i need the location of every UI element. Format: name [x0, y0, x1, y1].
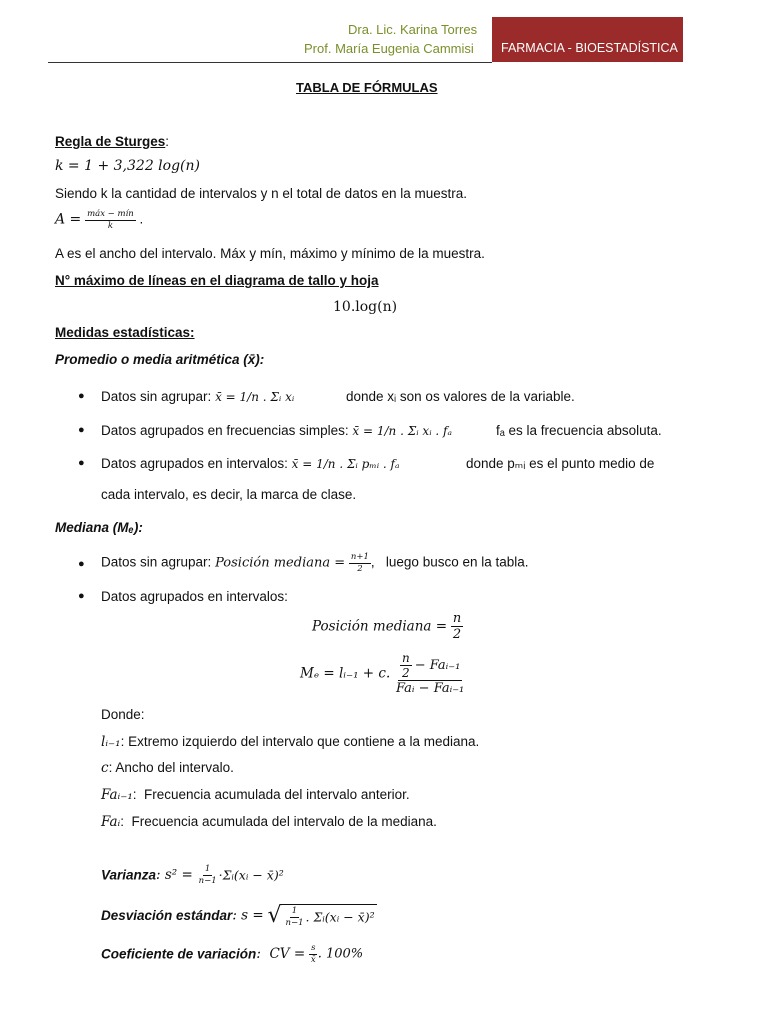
coeficiente-formula [101, 944, 363, 964]
sturges-formula: k = 1 + 3,322 log(n) [55, 158, 200, 174]
mediana-item-1-note: , luego busco en la tabla. [370, 554, 529, 570]
bullet-icon: ● [78, 390, 85, 402]
mediana-item-1-num: n+1 [350, 552, 369, 562]
width-dot: . [139, 211, 144, 227]
posicion-mediana-den: 2 [452, 627, 462, 642]
width-description: A es el ancho del intervalo. Máx y mín, máximo y mínimo de la muestra. [55, 246, 485, 261]
bullet-icon: ● [78, 457, 85, 469]
coeficiente-den: x̄ [310, 954, 316, 965]
mediana-formula-inner-num: n [401, 651, 410, 665]
coeficiente-lhs: : CV = [256, 946, 306, 962]
def-item-4-symbol: Faᵢ [101, 814, 121, 830]
sturges-heading-colon: : [165, 134, 170, 149]
mediana-item-1-fraction [349, 553, 371, 573]
sqrt-icon: √ [267, 903, 282, 928]
width-formula [55, 210, 143, 230]
promedio-item-2 [101, 423, 452, 438]
varianza-label: Varianza [101, 867, 157, 883]
mediana-formula-lhs: Mₑ = lᵢ₋₁ + c. [300, 665, 391, 682]
def-item-2-text: : Ancho del intervalo. [108, 760, 234, 775]
promedio-item-3-note2: cada intervalo, es decir, la marca de clase. [101, 487, 357, 502]
desviacion-rest: . Σᵢ(xᵢ − x̄)² [305, 909, 375, 925]
promedio-item-1-label: Datos sin agrupar: [101, 389, 212, 404]
desviacion-label: Desviación estándar [101, 908, 233, 923]
varianza-num: 1 [204, 864, 211, 874]
def-item-3-text: : Frecuencia acumulada del intervalo anterior. [132, 787, 410, 802]
desviacion-formula [101, 903, 377, 928]
header-author-2: Prof. María Eugenia Cammisi [304, 41, 474, 56]
mediana-item-1 [101, 553, 529, 573]
promedio-item-1-note: donde xᵢ son os valores de la variable. [346, 389, 575, 404]
coeficiente-rest: . 100% [317, 946, 364, 962]
mediana-formula-num-rest: − Faᵢ₋₁ [414, 658, 461, 673]
mediana-formula-inner-fraction [400, 652, 412, 679]
page-title: TABLA DE FÓRMULAS [296, 80, 438, 95]
def-item-3-symbol: Faᵢ₋₁ [101, 787, 133, 803]
header-rule [48, 62, 492, 63]
coeficiente-num: s [311, 943, 316, 953]
medidas-heading: Medidas estadísticas: [55, 325, 195, 340]
desviacion-radicand [281, 904, 376, 927]
mediana-heading: Mediana (Mₑ): [55, 520, 143, 535]
desviacion-den: n−1 [285, 917, 304, 928]
desviacion-num: 1 [291, 906, 298, 916]
sturges-heading-text: Regla de Sturges [55, 134, 166, 149]
promedio-heading: Promedio o media aritmética (x̄): [55, 352, 265, 367]
donde-label: Donde: [101, 707, 145, 722]
varianza-den: n−1 [198, 875, 217, 886]
promedio-item-3-note: donde pₘᵢ es el punto medio de [466, 456, 655, 471]
def-item-2-symbol: c [101, 760, 109, 776]
mediana-item-1-label: Datos sin agrupar: [101, 554, 212, 570]
promedio-item-1-formula: x̄ = 1/n . Σᵢ xᵢ [215, 390, 295, 404]
mediana-formula-den: Faᵢ − Faᵢ₋₁ [396, 681, 465, 696]
tallo-heading: N° máximo de líneas en el diagrama de tallo y hoja [55, 273, 379, 288]
bullet-icon: ● [78, 590, 85, 602]
header-banner [492, 17, 683, 62]
desviacion-fraction [283, 907, 305, 927]
varianza-fraction [197, 865, 219, 885]
promedio-item-3-label: Datos agrupados en intervalos: [101, 456, 288, 471]
tallo-formula: 10.log(n) [333, 299, 398, 315]
coeficiente-fraction [309, 944, 318, 964]
varianza-lhs: : s² = [156, 867, 193, 883]
posicion-mediana-lhs: Posición mediana = [312, 618, 448, 635]
def-item-4-text: : Frecuencia acumulada del intervalo de la mediana. [120, 814, 437, 829]
bullet-icon: ● [78, 424, 85, 436]
width-denominator: k [107, 220, 113, 231]
def-item-2 [101, 760, 234, 776]
mediana-formula [300, 652, 466, 695]
coeficiente-label: Coeficiente de variación [101, 946, 257, 962]
sturges-description: Siendo k la cantidad de intervalos y n el total de datos en la muestra. [55, 186, 468, 201]
promedio-item-2-label: Datos agrupados en frecuencias simples: [101, 423, 349, 438]
mediana-formula-inner-den: 2 [402, 666, 410, 680]
def-item-1 [101, 734, 479, 750]
mediana-formula-num [398, 652, 462, 681]
def-item-1-symbol: lᵢ₋₁ [101, 734, 121, 750]
posicion-mediana-formula [312, 612, 463, 641]
promedio-item-2-note: fₐ es la frecuencia absoluta. [496, 423, 662, 438]
sturges-heading [55, 134, 169, 149]
bullet-icon: ● [78, 558, 85, 570]
promedio-item-3-formula: x̄ = 1/n . Σᵢ pₘᵢ . fₐ [291, 457, 400, 471]
width-numerator: máx − mín [87, 209, 134, 219]
def-item-1-text: : Extremo izquierdo del intervalo que contiene a la mediana. [120, 734, 480, 749]
mediana-formula-fraction [394, 652, 466, 695]
header-banner-text: FARMACIA - BIOESTADÍSTICA [501, 41, 678, 55]
desviacion-lhs: : s = [232, 907, 264, 924]
promedio-item-1 [101, 389, 294, 404]
posicion-mediana-num: n [452, 611, 462, 626]
mediana-item-2-label: Datos agrupados en intervalos: [101, 589, 288, 604]
width-fraction [85, 210, 136, 230]
varianza-formula [101, 865, 284, 885]
varianza-rest: ·Σᵢ(xᵢ − x̄)² [218, 867, 284, 883]
def-item-3 [101, 787, 410, 803]
def-item-4 [101, 814, 437, 830]
header-author-1: Dra. Lic. Karina Torres [348, 22, 478, 37]
posicion-mediana-fraction [451, 612, 463, 641]
promedio-item-3 [101, 456, 400, 471]
width-formula-lhs: A = [55, 211, 82, 228]
mediana-item-1-lhs: Posición mediana = [215, 555, 346, 571]
promedio-item-2-formula: x̄ = 1/n . Σᵢ xᵢ . fₐ [352, 424, 452, 438]
mediana-item-1-den: 2 [357, 563, 363, 574]
